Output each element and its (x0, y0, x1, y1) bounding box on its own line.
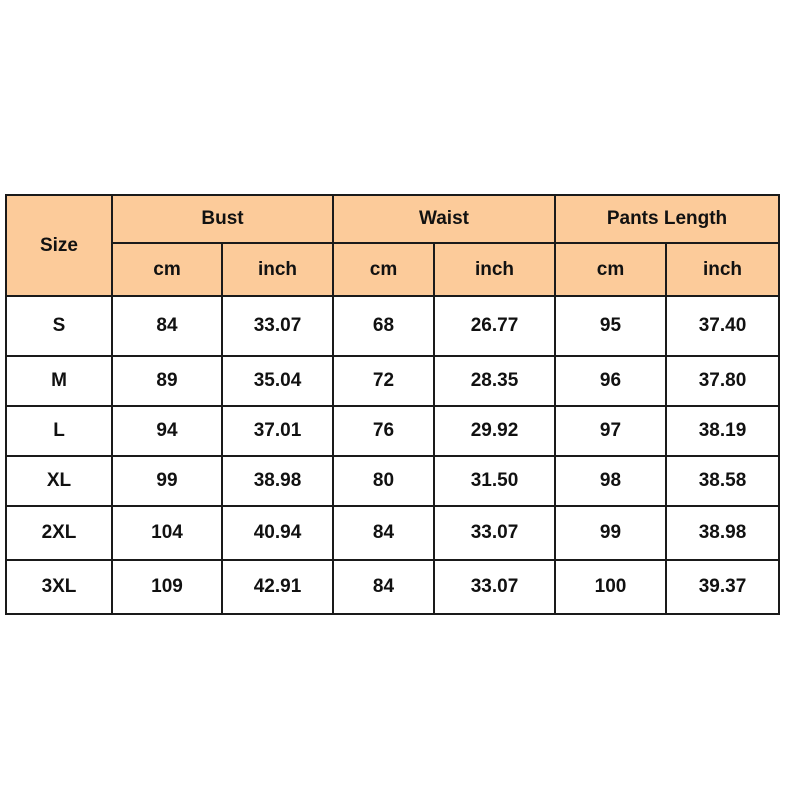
pants-cm-cell: 99 (555, 506, 666, 560)
table-row (6, 296, 779, 356)
waist-cm-header: cm (333, 243, 434, 296)
size-cell: L (6, 406, 112, 456)
table-row (6, 356, 779, 406)
bust-inch-header: inch (222, 243, 333, 296)
pants-cm-cell: 98 (555, 456, 666, 506)
waist-inch-header: inch (434, 243, 555, 296)
size-cell: XL (6, 456, 112, 506)
bust-inch-cell: 33.07 (222, 296, 333, 356)
table-row (6, 560, 779, 614)
waist-inch-cell: 26.77 (434, 296, 555, 356)
bust-inch-cell: 35.04 (222, 356, 333, 406)
pants-length-header: Pants Length (555, 195, 779, 243)
size-chart-container (5, 194, 780, 615)
bust-inch-cell: 42.91 (222, 560, 333, 614)
pants-inch-cell: 38.19 (666, 406, 779, 456)
table-row (6, 406, 779, 456)
waist-cm-cell: 68 (333, 296, 434, 356)
size-cell: 2XL (6, 506, 112, 560)
header-row-units (6, 243, 779, 296)
pants-cm-header: cm (555, 243, 666, 296)
waist-inch-cell: 33.07 (434, 506, 555, 560)
size-cell: 3XL (6, 560, 112, 614)
table-row (6, 506, 779, 560)
pants-inch-header: inch (666, 243, 779, 296)
bust-cm-cell: 94 (112, 406, 222, 456)
bust-cm-cell: 109 (112, 560, 222, 614)
bust-inch-cell: 37.01 (222, 406, 333, 456)
waist-cm-cell: 84 (333, 506, 434, 560)
pants-inch-cell: 39.37 (666, 560, 779, 614)
waist-cm-cell: 80 (333, 456, 434, 506)
bust-cm-cell: 84 (112, 296, 222, 356)
bust-inch-cell: 40.94 (222, 506, 333, 560)
pants-inch-cell: 37.80 (666, 356, 779, 406)
bust-cm-cell: 99 (112, 456, 222, 506)
waist-inch-cell: 29.92 (434, 406, 555, 456)
size-header: Size (6, 195, 112, 296)
bust-header: Bust (112, 195, 333, 243)
table-row (6, 456, 779, 506)
bust-cm-cell: 104 (112, 506, 222, 560)
pants-cm-cell: 95 (555, 296, 666, 356)
waist-cm-cell: 72 (333, 356, 434, 406)
size-cell: S (6, 296, 112, 356)
pants-cm-cell: 97 (555, 406, 666, 456)
pants-inch-cell: 37.40 (666, 296, 779, 356)
waist-cm-cell: 76 (333, 406, 434, 456)
size-chart-table (5, 194, 780, 615)
bust-inch-cell: 38.98 (222, 456, 333, 506)
pants-cm-cell: 100 (555, 560, 666, 614)
size-cell: M (6, 356, 112, 406)
bust-cm-header: cm (112, 243, 222, 296)
waist-cm-cell: 84 (333, 560, 434, 614)
waist-inch-cell: 33.07 (434, 560, 555, 614)
waist-header: Waist (333, 195, 555, 243)
pants-inch-cell: 38.98 (666, 506, 779, 560)
header-row-groups (6, 195, 779, 243)
pants-cm-cell: 96 (555, 356, 666, 406)
waist-inch-cell: 28.35 (434, 356, 555, 406)
pants-inch-cell: 38.58 (666, 456, 779, 506)
bust-cm-cell: 89 (112, 356, 222, 406)
waist-inch-cell: 31.50 (434, 456, 555, 506)
